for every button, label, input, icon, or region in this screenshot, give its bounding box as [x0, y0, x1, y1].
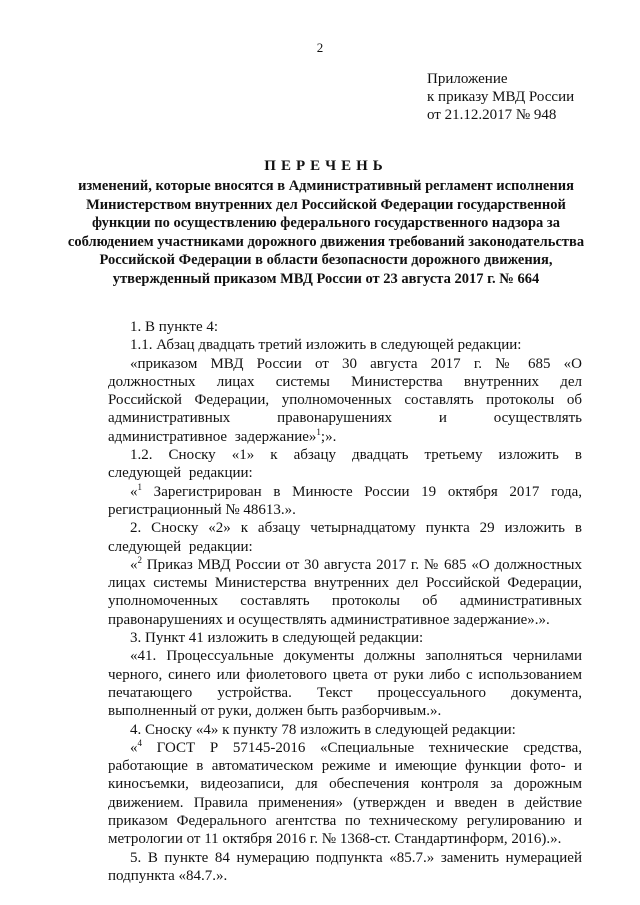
- item-2: 2. Сноску «2» к абзацу четырнадцатому пункта 29 изложить в следующей редакции:: [108, 520, 582, 555]
- appendix-header: [427, 70, 574, 124]
- item-1-2-quote: «$^1$ Зарегистрирован в Минюсте России 19 октября 2017 года, регистрационный № 48613.».: [108, 481, 582, 518]
- item-1-1: 1.1. Абзац двадцать третий изложить в следующей редакции:: [130, 337, 522, 354]
- document-body: [108, 318, 582, 885]
- footnote-mark-1b: 1: [137, 481, 142, 492]
- appendix-line-3: от 21.12.2017 № 948: [427, 107, 557, 123]
- item-3-quote: «41. Процессуальные документы должны заполняться чернилами черного, синего или фиолетового цвета от руки либо с использованием печатающего устройства. Текст процессуального документа, выполненный от руки, должен быть разборчивым.».: [108, 648, 582, 720]
- item-2-quote: «$^2$ Приказ МВД России от 30 августа 2017 г. № 685 «О должностных лицах системы Министерства внутренних дел Российской Федерации, уполномоченных составлять протоколы об административных правонарушениях и осуществлять административное задержание».».: [108, 554, 582, 628]
- page-number: 2: [316, 40, 324, 55]
- item-3: 3. Пункт 41 изложить в следующей редакции:: [130, 630, 424, 647]
- appendix-line-1: Приложение: [427, 71, 508, 87]
- item-5: 5. В пункте 84 нумерацию подпункта «85.7.» заменить нумерацией подпункта «84.7.».: [108, 849, 582, 884]
- footnote-mark-1: 1: [316, 426, 321, 437]
- document-title: ПЕРЕЧЕНЬ: [264, 158, 388, 174]
- item-4: 4. Сноску «4» к пункту 78 изложить в следующей редакции:: [130, 721, 516, 738]
- document-subtitle: изменений, которые вносятся в Административный регламент исполнения Министерством внутренних дел Российской Федерации государственной функции по осуществлению федерального государственного надзора за соблюдением участниками дорожного движения требований законодательства Российской Федерации в области безопасности дорожного движения, утвержденный приказом МВД России от 23 августа 2017 г. № 664: [67, 178, 585, 287]
- appendix-line-2: к приказу МВД России: [427, 89, 575, 105]
- item-1-1-quote: «приказом МВД России от 30 августа 2017 г. № 685 «О должностных лицах системы Министерства внутренних дел Российской Федерации, уполномоченных составлять протоколы об административных правонарушениях и осуществлять административное задержание»$^1$;».: [108, 355, 582, 445]
- item-1-2: 1.2. Сноску «1» к абзацу двадцать третьему изложить в следующей редакции:: [108, 447, 582, 482]
- item-1: 1. В пункте 4:: [130, 319, 219, 335]
- footnote-mark-4: 4: [137, 737, 142, 748]
- title-block: [62, 157, 590, 288]
- footnote-mark-2: 2: [137, 554, 142, 565]
- item-4-quote: «$^4$ ГОСТ Р 57145-2016 «Специальные технические средства, работающие в автоматическом режиме и имеющие функции фото- и киносъемки, видеозаписи, для обеспечения контроля за дорожным движением. Правила применения» (утвержден и введен в действие приказом Федерального агентства по техническому регулированию и метрологии от 11 октября 2016 г. № 1368-ст. Стандартинформ, 2016).».: [108, 737, 582, 848]
